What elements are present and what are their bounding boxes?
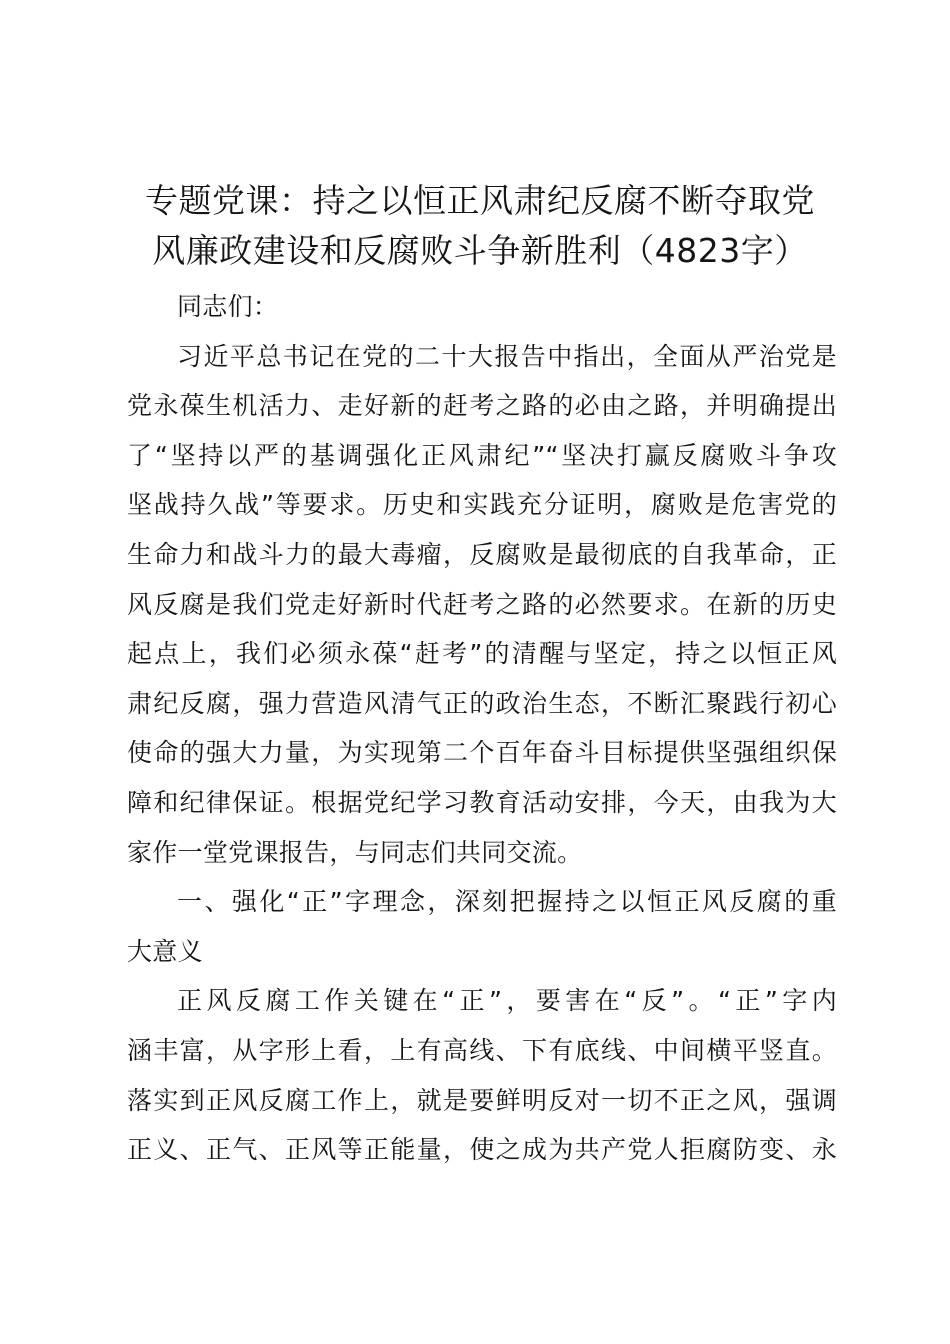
document-body	[127, 282, 837, 1175]
paragraph-line: 起点上，我们必须永葆“赶考”的清醒与坚定，持之以恒正风	[127, 639, 837, 669]
heading-line: 一、强化“正”字理念，深刻把握持之以恒正风反腐的重	[177, 887, 837, 917]
title-line-1: 专题党课：持之以恒正风肃纪反腐不断夺取党	[145, 181, 815, 220]
paragraph-1	[127, 332, 837, 878]
paragraph-2	[127, 976, 837, 1174]
document-title	[120, 176, 840, 276]
paragraph-line: 使命的强大力量，为实现第二个百年奋斗目标提供坚强组织保	[127, 738, 837, 768]
paragraph-line: 坚战持久战”等要求。历史和实践充分证明，腐败是危害党的	[127, 490, 837, 520]
paragraph-line: 习近平总书记在党的二十大报告中指出，全面从严治党是	[177, 341, 837, 371]
title-line-2: 风廉政建设和反腐败斗争新胜利（4823字）	[152, 231, 808, 270]
paragraph-line: 生命力和战斗力的最大毒瘤，反腐败是最彻底的自我革命，正	[127, 539, 837, 569]
heading-line: 大意义	[127, 936, 203, 966]
salutation: 同志们：	[177, 292, 279, 321]
paragraph-line: 风反腐是我们党走好新时代赶考之路的必然要求。在新的历史	[127, 589, 837, 619]
section-heading-1	[127, 877, 837, 976]
paragraph-line: 党永葆生机活力、走好新的赶考之路的必由之路，并明确提出	[127, 391, 837, 421]
paragraph-line: 涵丰富，从字形上看，上有高线、下有底线、中间横平竖直。	[127, 1035, 837, 1065]
paragraph-line: 肃纪反腐，强力营造风清气正的政治生态，不断汇聚践行初心	[127, 688, 837, 718]
paragraph-line: 正风反腐工作关键在“正”，要害在“反”。“正”字内	[177, 986, 837, 1016]
paragraph-line: 了“坚持以严的基调强化正风肃纪”“坚决打赢反腐败斗争攻	[127, 440, 837, 470]
paragraph-line: 正义、正气、正风等正能量，使之成为共产党人拒腐防变、永	[127, 1135, 837, 1165]
paragraph-line: 家作一堂党课报告，与同志们共同交流。	[127, 837, 583, 867]
paragraph-line: 障和纪律保证。根据党纪学习教育活动安排，今天，由我为大	[127, 787, 837, 817]
paragraph-line: 落实到正风反腐工作上，就是要鲜明反对一切不正之风，强调	[127, 1085, 837, 1115]
